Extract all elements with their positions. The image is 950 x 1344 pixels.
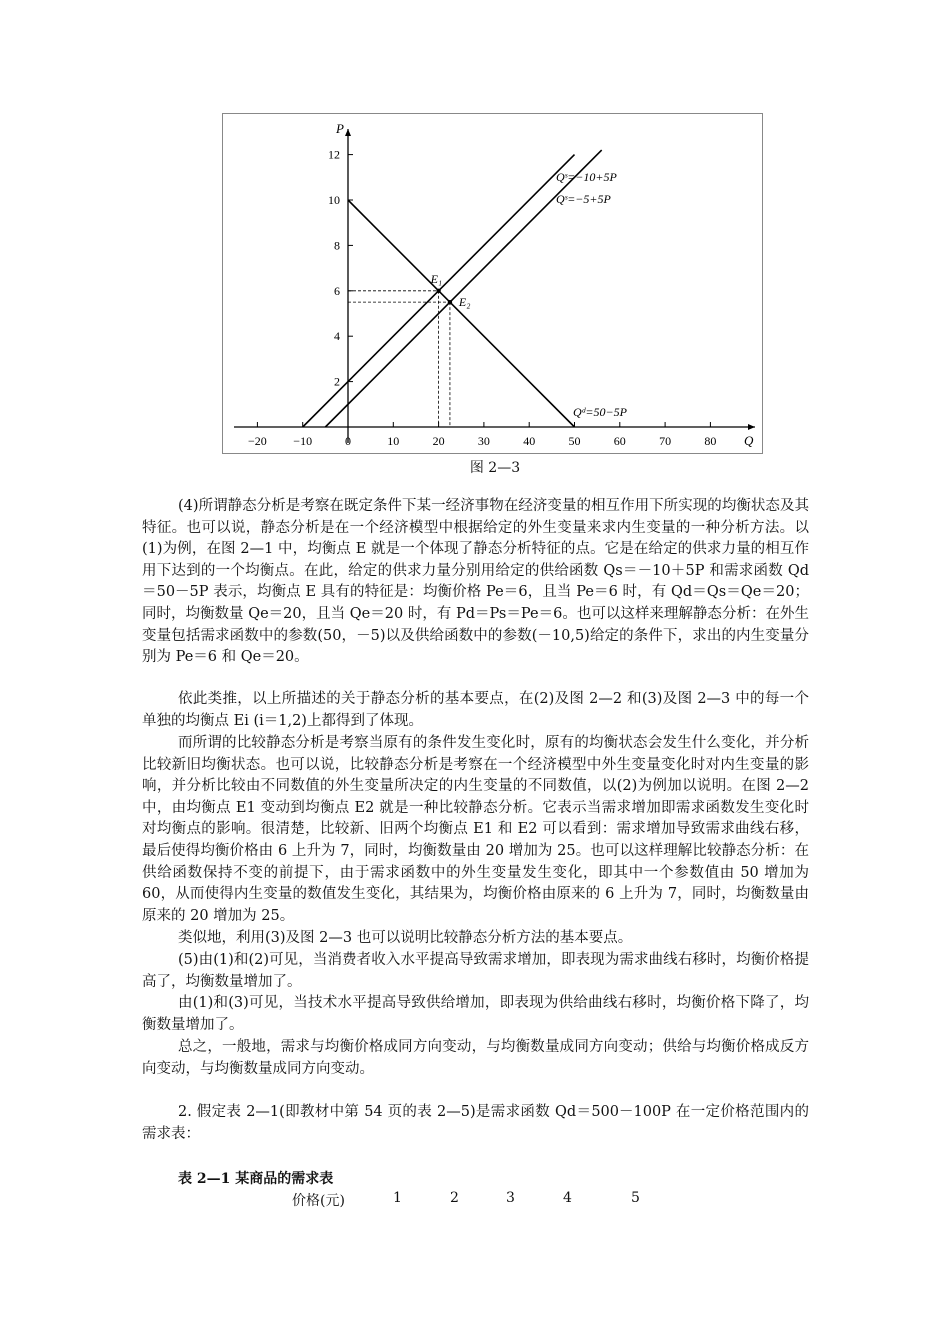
price-cell: 1	[393, 1190, 402, 1206]
demand-curve-label: Qᵈ=50−5P	[573, 405, 627, 419]
y-tick-label: 8	[334, 238, 340, 253]
x-tick-label: −20	[248, 434, 267, 448]
price-cell: 5	[631, 1190, 640, 1206]
y-tick-label: 2	[334, 374, 340, 389]
equilibrium-point	[448, 300, 452, 304]
paragraph-question-2: 2. 假定表 2—1(即教材中第 54 页的表 2—5)是需求函数 Qd＝500－100P 在一定价格范围内的需求表：	[142, 1104, 809, 1142]
y-axis-label: P	[336, 121, 344, 136]
paragraph-summary: 总之，一般地，需求与均衡价格成同方向变动，与均衡数量成同方向变动；供给与均衡价格成反方向变动，与均衡数量成同方向变动。	[142, 1039, 809, 1077]
demand-table-row	[0, 1190, 950, 1212]
figure-caption: 图 2—3	[469, 460, 521, 476]
paragraph-point-5: (5)由(1)和(2)可见，当消费者收入水平提高导致需求增加，即表现为需求曲线右移时，均衡价格提高了，均衡数量增加了。	[142, 952, 809, 990]
x-tick-label: 50	[568, 434, 581, 448]
y-tick-label: 4	[334, 329, 340, 344]
x-tick-label: 20	[432, 434, 445, 448]
equilibrium-point-label: E₁	[430, 271, 443, 286]
paragraph-comparative-statics: 而所谓的比较静态分析是考察当原有的条件发生变化时，原有的均衡状态会发生什么变化，并分析比较新旧均衡状态。也可以说，比较静态分析是考察在一个经济模型中外生变量变化时对内生变量的影响，并分析比较由不同数值的外生变量所决定的内生变量的不同数值，以(2)为例加以说明。在图 2—2 中，由均衡点 E1 变动到均衡点 E2 就是一种比较静态分析。它表示当需求增加即需求函数发生变化时对均衡点的影响。很清楚，比较新、旧两个均衡点 E1 和 E2 可以看到：需求增加导致需求曲线右移，最后使得均衡价格由 6 上升为 7，同时，均衡数量由 20 增加为 25。也可以这样理解比较静态分析：在供给函数保持不变的前提下，由于需求函数中的外生变量发生变化，即其中一个参数值由 50 增加为 60，从而使得内生变量的数值发生变化，其结果为，均衡价格由原来的 6 上升为 7，同时，均衡数量由原来的 20 增加为 25。	[142, 735, 809, 924]
x-tick-label: 0	[345, 434, 351, 448]
paragraph-supply-increase: 由(1)和(3)可见，当技术水平提高导致供给增加，即表现为供给曲线右移时，均衡价格下降了，均衡数量增加了。	[142, 995, 809, 1033]
y-tick-label: 12	[328, 147, 340, 162]
x-axis-label: Q	[744, 433, 754, 448]
x-tick-label: 60	[613, 434, 626, 448]
x-tick-label: 80	[704, 434, 717, 448]
y-tick-label: 10	[328, 193, 340, 207]
price-cell: 2	[450, 1190, 459, 1206]
x-tick-label: 40	[523, 434, 536, 448]
x-tick-label: 30	[477, 434, 490, 448]
table-title: 表 2—1 某商品的需求表	[178, 1171, 334, 1187]
supply-curve-label: Qˢ=−5+5P	[556, 192, 611, 206]
x-tick-label: 10	[387, 434, 400, 448]
paragraph-static-analysis: (4)所谓静态分析是考察在既定条件下某一经济事物在经济变量的相互作用下所实现的均衡状态及其特征。也可以说，静态分析是在一个经济模型中根据给定的外生变量来求内生变量的一种分析方法。以(1)为例，在图 2—1 中，均衡点 E 就是一个体现了静态分析特征的点。它是在给定的供求力量的相互作用下达到的一个均衡点。在此，给定的供求力量分别用给定的供给函数 Qs＝－10＋5P 和需求函数 Qd＝50－5P 表示，均衡点 E 具有的特征是：均衡价格 Pe＝6，且当 Pe＝6 时，有 Qd＝Qs＝Qe＝20；同时，均衡数量 Qe＝20，且当 Qe＝20 时，有 Pd＝Ps＝Pe＝6。也可以这样来理解静态分析：在外生变量包括需求函数中的参数(50，－5)以及供给函数中的参数(－10,5)给定的条件下，求出的内生变量分别为 Pe＝6 和 Qe＝20。	[142, 498, 809, 666]
x-tick-label: −10	[293, 434, 313, 448]
equilibrium-point-label: E₂	[458, 295, 471, 310]
paragraph-analogy: 依此类推，以上所描述的关于静态分析的基本要点，在(2)及图 2—2 和(3)及图 2—3 中的每一个单独的均衡点 Ei (i＝1,2)上都得到了体现。	[142, 691, 809, 729]
supply-curve-label: Qˢ=−10+5P	[556, 170, 617, 184]
x-tick-label: 70	[659, 434, 672, 448]
price-cell: 3	[506, 1190, 515, 1206]
equilibrium-point	[436, 289, 440, 293]
figure-border	[223, 114, 763, 454]
supply-demand-figure	[222, 113, 763, 454]
paragraph-similarly: 类似地，利用(3)及图 2—3 也可以说明比较静态分析方法的基本要点。	[178, 930, 633, 946]
y-tick-label: 6	[334, 283, 340, 298]
price-cell: 4	[563, 1190, 572, 1206]
price-label: 价格(元)	[292, 1193, 345, 1209]
